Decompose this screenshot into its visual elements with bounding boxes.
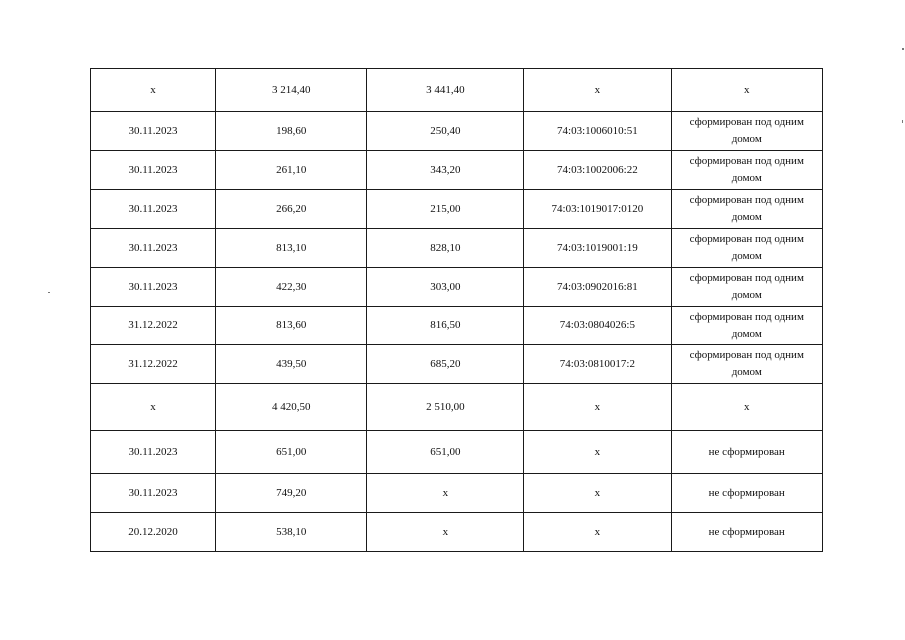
cell-cadastral-number: x: [524, 513, 671, 552]
table-row: [91, 69, 823, 112]
cell-date: 31.12.2022: [91, 345, 216, 384]
cell-cadastral-number: 74:03:0804026:5: [524, 307, 671, 345]
cell-value: 303,00: [367, 268, 524, 307]
cell-value: x: [367, 474, 524, 513]
table-body: [91, 69, 823, 552]
cell-status: сформирован под одним домом: [671, 229, 823, 268]
cell-date: 30.11.2023: [91, 112, 216, 151]
table-row: [91, 474, 823, 513]
cell-date: 30.11.2023: [91, 229, 216, 268]
cell-cadastral-number: x: [524, 431, 671, 474]
cell-status: сформирован под одним домом: [671, 268, 823, 307]
cell-value: 828,10: [367, 229, 524, 268]
cell-date: 31.12.2022: [91, 307, 216, 345]
cell-date: 30.11.2023: [91, 431, 216, 474]
cell-status: сформирован под одним домом: [671, 190, 823, 229]
cell-status: сформирован под одним домом: [671, 345, 823, 384]
cell-cadastral-number: 74:03:0810017:2: [524, 345, 671, 384]
table-row: [91, 307, 823, 345]
cell-value: x: [367, 513, 524, 552]
cell-area: 422,30: [216, 268, 367, 307]
cell-date: 30.11.2023: [91, 268, 216, 307]
cell-status: не сформирован: [671, 431, 823, 474]
cell-date: 30.11.2023: [91, 190, 216, 229]
cell-value: 343,20: [367, 151, 524, 190]
cell-value: 215,00: [367, 190, 524, 229]
table-row: [91, 151, 823, 190]
cell-area: 266,20: [216, 190, 367, 229]
cell-value: 816,50: [367, 307, 524, 345]
cell-cadastral-number: 74:03:1006010:51: [524, 112, 671, 151]
cell-status: x: [671, 384, 823, 431]
cell-status: не сформирован: [671, 474, 823, 513]
cell-value: 651,00: [367, 431, 524, 474]
cell-value: 685,20: [367, 345, 524, 384]
cell-status: сформирован под одним домом: [671, 151, 823, 190]
table-row: [91, 431, 823, 474]
cell-status: сформирован под одним домом: [671, 307, 823, 345]
table-row: [91, 345, 823, 384]
table-row: [91, 513, 823, 552]
cell-value: 250,40: [367, 112, 524, 151]
cell-date: x: [91, 69, 216, 112]
cell-cadastral-number: 74:03:1019001:19: [524, 229, 671, 268]
cell-date: 20.12.2020: [91, 513, 216, 552]
cell-date: x: [91, 384, 216, 431]
cell-area: 4 420,50: [216, 384, 367, 431]
cell-value: 3 441,40: [367, 69, 524, 112]
cell-cadastral-number: x: [524, 69, 671, 112]
cell-cadastral-number: 74:03:1019017:0120: [524, 190, 671, 229]
cell-area: 813,60: [216, 307, 367, 345]
cell-status: x: [671, 69, 823, 112]
data-table: [90, 68, 823, 552]
table-row: [91, 384, 823, 431]
cell-cadastral-number: x: [524, 474, 671, 513]
cell-cadastral-number: 74:03:1002006:22: [524, 151, 671, 190]
cell-date: 30.11.2023: [91, 474, 216, 513]
cell-area: 3 214,40: [216, 69, 367, 112]
cell-area: 651,00: [216, 431, 367, 474]
table-row: [91, 190, 823, 229]
cell-value: 2 510,00: [367, 384, 524, 431]
cell-area: 538,10: [216, 513, 367, 552]
cell-cadastral-number: 74:03:0902016:81: [524, 268, 671, 307]
cell-area: 261,10: [216, 151, 367, 190]
scan-speck: [902, 120, 903, 123]
cell-date: 30.11.2023: [91, 151, 216, 190]
table-row: [91, 112, 823, 151]
cell-status: не сформирован: [671, 513, 823, 552]
cell-status: сформирован под одним домом: [671, 112, 823, 151]
table-row: [91, 268, 823, 307]
cell-area: 749,20: [216, 474, 367, 513]
cell-area: 813,10: [216, 229, 367, 268]
scan-speck: [48, 292, 50, 293]
table-row: [91, 229, 823, 268]
scan-speck: [902, 48, 904, 50]
cell-area: 198,60: [216, 112, 367, 151]
cell-area: 439,50: [216, 345, 367, 384]
cell-cadastral-number: x: [524, 384, 671, 431]
